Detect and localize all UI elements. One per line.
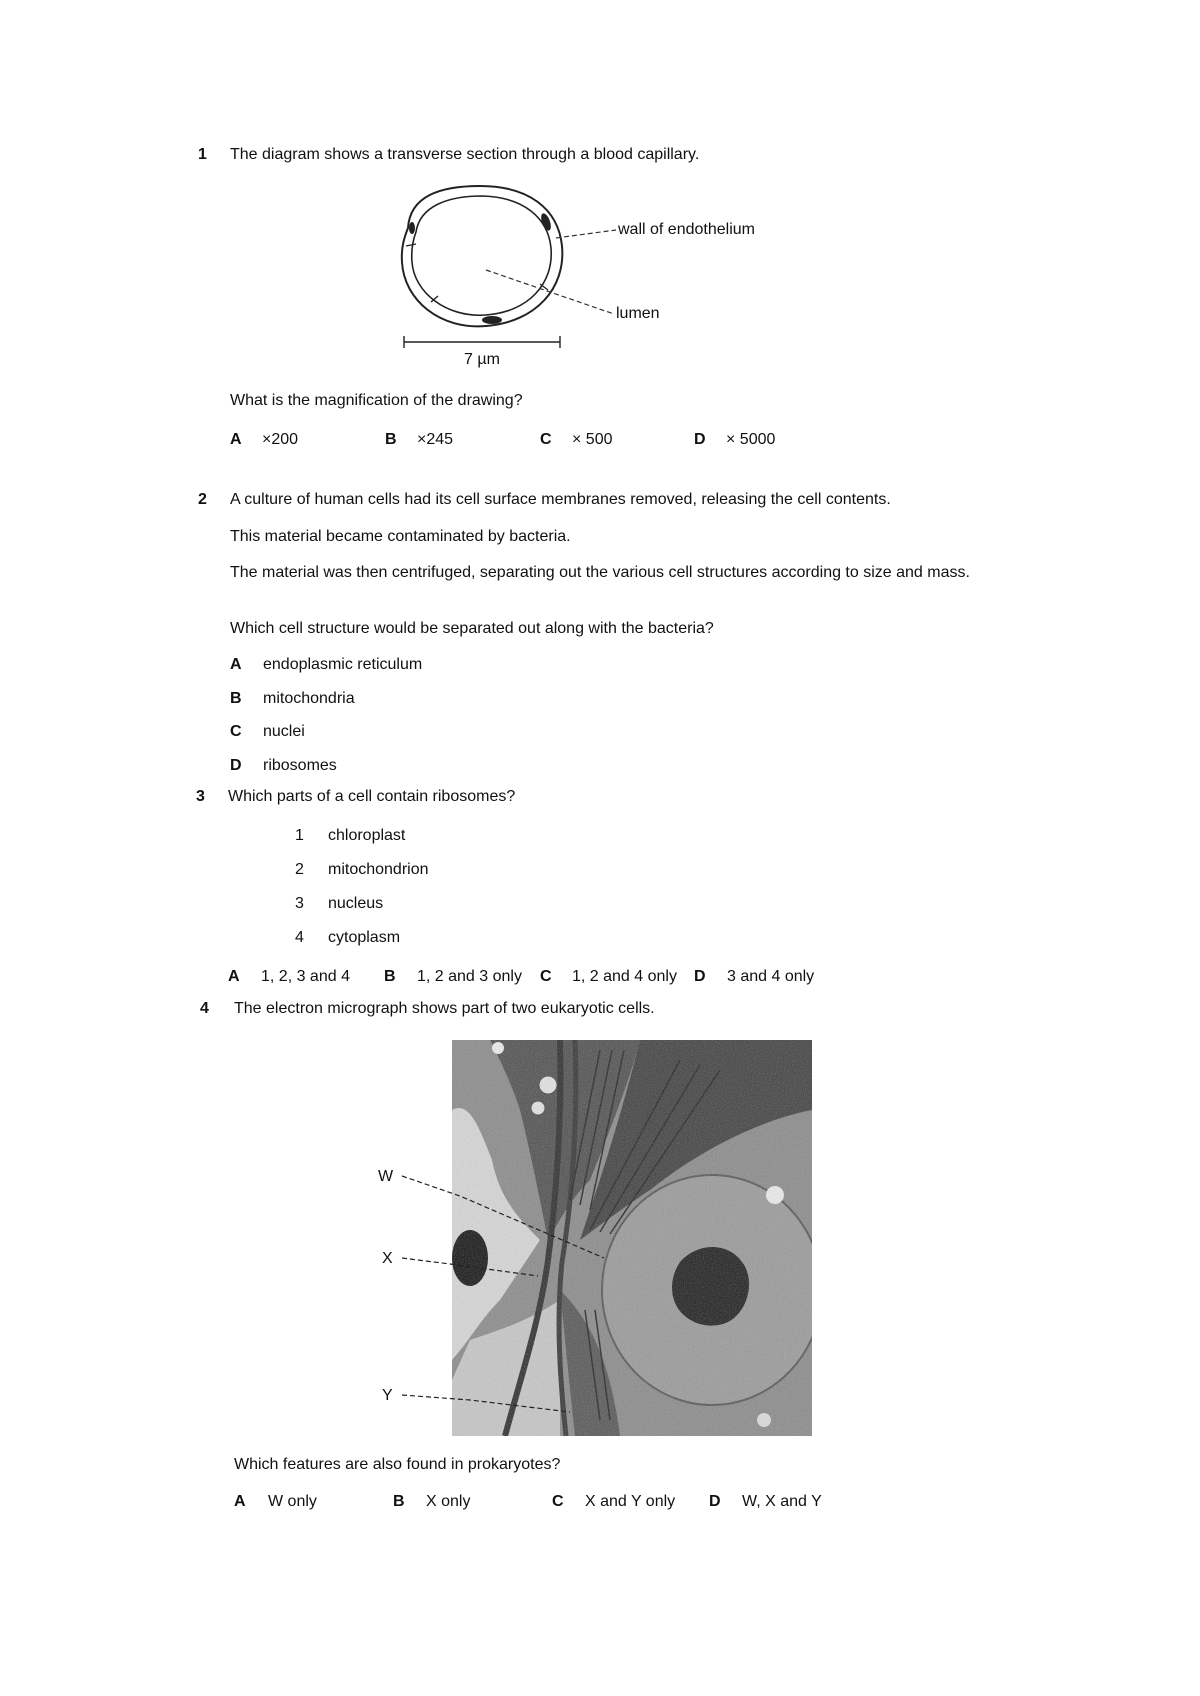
q2-option-c-letter[interactable]: C bbox=[230, 723, 242, 740]
q2-option-d-text[interactable]: ribosomes bbox=[263, 757, 337, 774]
q4-option-d-letter[interactable]: D bbox=[709, 1493, 721, 1510]
label-y: Y bbox=[382, 1387, 393, 1404]
q4-option-c-letter[interactable]: C bbox=[552, 1493, 564, 1510]
q2-option-d-letter[interactable]: D bbox=[230, 757, 242, 774]
q3-option-c-text[interactable]: 1, 2 and 4 only bbox=[572, 968, 677, 985]
capillary-inner-wall bbox=[412, 196, 551, 315]
q1-option-d-text[interactable]: × 5000 bbox=[726, 431, 776, 448]
capillary-diagram bbox=[0, 0, 1200, 380]
q2-option-c-text[interactable]: nuclei bbox=[263, 723, 305, 740]
q3-item-1-number: 1 bbox=[295, 827, 304, 844]
q4-option-a-text[interactable]: W only bbox=[268, 1493, 317, 1510]
endothelium-nucleus bbox=[482, 316, 502, 324]
q3-option-d-text[interactable]: 3 and 4 only bbox=[727, 968, 815, 985]
q2-option-b-letter[interactable]: B bbox=[230, 690, 242, 707]
question-3-number: 3 bbox=[196, 788, 205, 805]
q4-option-a-letter[interactable]: A bbox=[234, 1493, 246, 1510]
lumen-leader-line bbox=[486, 270, 614, 314]
label-w: W bbox=[378, 1168, 394, 1185]
label-wall-of-endothelium: wall of endothelium bbox=[618, 221, 755, 238]
q1-option-a-text[interactable]: ×200 bbox=[262, 431, 299, 448]
q1-option-c-letter[interactable]: C bbox=[540, 431, 552, 448]
wall-leader-line bbox=[556, 230, 616, 238]
q4-option-b-text[interactable]: X only bbox=[426, 1493, 471, 1510]
question-1-stem: The diagram shows a transverse section through a blood capillary. bbox=[230, 146, 700, 163]
q3-item-4-text: cytoplasm bbox=[328, 929, 401, 946]
q1-option-d-letter[interactable]: D bbox=[694, 431, 706, 448]
question-2-paragraph-3: The material was then centrifuged, separating out the various cell structures according to size and mass. bbox=[230, 564, 970, 581]
cell-junction bbox=[406, 244, 416, 246]
q1-option-c-text[interactable]: × 500 bbox=[572, 431, 613, 448]
question-2-paragraph-1: A culture of human cells had its cell surface membranes removed, releasing the cell contents. bbox=[230, 491, 891, 508]
q3-option-b-letter[interactable]: B bbox=[384, 968, 396, 985]
q2-option-b-text[interactable]: mitochondria bbox=[263, 690, 355, 707]
endothelium-nucleus bbox=[409, 222, 415, 234]
question-3-stem: Which parts of a cell contain ribosomes? bbox=[228, 788, 516, 805]
question-2-question: Which cell structure would be separated out along with the bacteria? bbox=[230, 620, 714, 637]
q3-item-3-text: nucleus bbox=[328, 895, 384, 912]
capillary-outer-wall bbox=[402, 186, 563, 326]
q3-item-1-text: chloroplast bbox=[328, 827, 406, 844]
q3-option-b-text[interactable]: 1, 2 and 3 only bbox=[417, 968, 522, 985]
label-lumen: lumen bbox=[616, 305, 660, 322]
q1-option-b-text[interactable]: ×245 bbox=[417, 431, 454, 448]
question-4-question: Which features are also found in prokaryotes? bbox=[234, 1456, 561, 1473]
question-1-question: What is the magnification of the drawing? bbox=[230, 392, 523, 409]
question-2-paragraph-2: This material became contaminated by bacteria. bbox=[230, 528, 571, 545]
question-4-stem: The electron micrograph shows part of two eukaryotic cells. bbox=[234, 1000, 655, 1017]
q3-option-a-letter[interactable]: A bbox=[228, 968, 240, 985]
q4-option-d-text[interactable]: W, X and Y bbox=[742, 1493, 822, 1510]
q3-option-c-letter[interactable]: C bbox=[540, 968, 552, 985]
q3-option-d-letter[interactable]: D bbox=[694, 968, 706, 985]
q3-item-2-text: mitochondrion bbox=[328, 861, 429, 878]
scale-label: 7 µm bbox=[464, 351, 500, 368]
q4-option-b-letter[interactable]: B bbox=[393, 1493, 405, 1510]
q4-option-c-text[interactable]: X and Y only bbox=[585, 1493, 676, 1510]
electron-micrograph bbox=[0, 1020, 1200, 1450]
question-4-number: 4 bbox=[200, 1000, 209, 1017]
q2-option-a-text[interactable]: endoplasmic reticulum bbox=[263, 656, 423, 673]
question-2-number: 2 bbox=[198, 491, 207, 508]
q3-item-2-number: 2 bbox=[295, 861, 304, 878]
q3-item-3-number: 3 bbox=[295, 895, 304, 912]
q3-item-4-number: 4 bbox=[295, 929, 304, 946]
label-x: X bbox=[382, 1250, 393, 1267]
q2-option-a-letter[interactable]: A bbox=[230, 656, 242, 673]
micrograph-image bbox=[452, 1040, 822, 1436]
question-1-number: 1 bbox=[198, 146, 207, 163]
q3-option-a-text[interactable]: 1, 2, 3 and 4 bbox=[261, 968, 350, 985]
q1-option-a-letter[interactable]: A bbox=[230, 431, 242, 448]
q1-option-b-letter[interactable]: B bbox=[385, 431, 397, 448]
